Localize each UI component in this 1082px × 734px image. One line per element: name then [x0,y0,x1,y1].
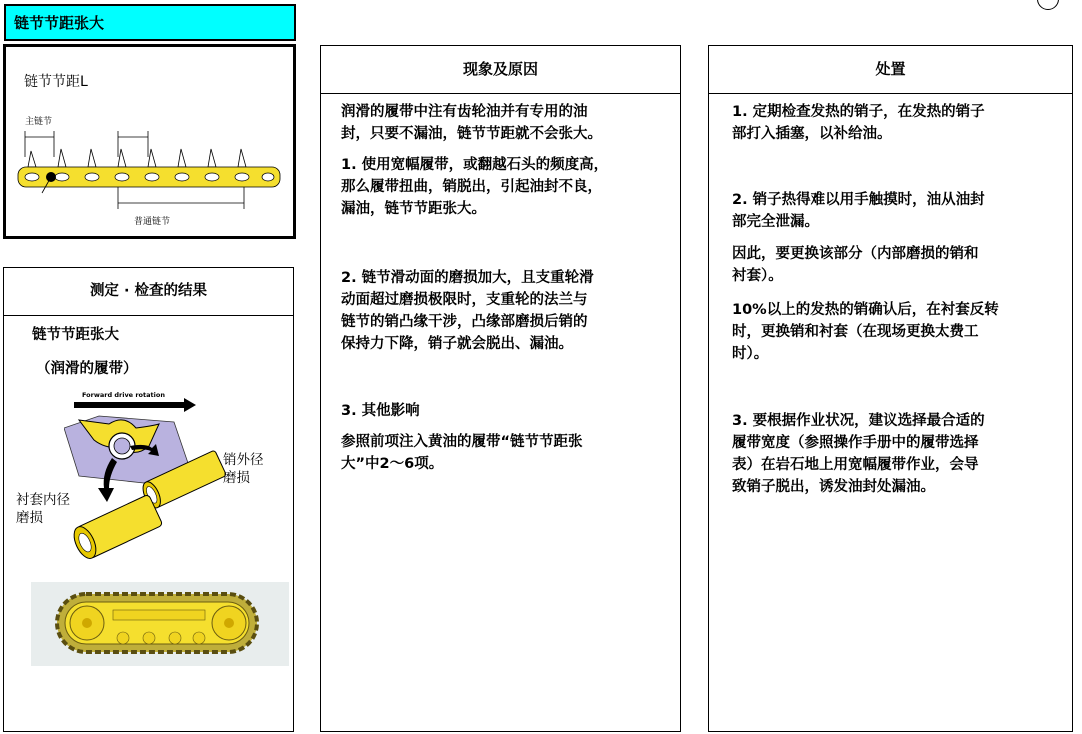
pitch-diagram-panel [3,44,296,239]
pin-od-wear-label: 销外径 磨损 [223,452,264,486]
treatment-paragraph: 1. 定期检查发热的销子，在发热的销子 部打入插塞，以补给油。 [732,104,985,142]
result-panel [3,267,294,732]
main-link-label: 主链节 [25,117,53,127]
bush-id-wear-label: 衬套内径 磨损 [16,492,70,526]
treatment-header: 处置 [709,46,1072,94]
phenomenon-paragraph: 参照前项注入黄油的履带“链节节距张 大”中2～6项。 [341,434,583,472]
phenomenon-panel [320,45,681,732]
treatment-paragraph: 10%以上的发热的销确认后，在衬套反转 时，更换销和衬套（在现场更换太费工 时）。 [732,302,999,362]
forward-drive-label: Forward drive rotation [82,391,165,399]
result-track-type: （润滑的履带） [36,361,138,377]
chain-pitch-diagram [6,109,293,229]
phenomenon-paragraph: 润滑的履带中注有齿轮油并有专用的油 封，只要不漏油，链节节距就不会张大。 [341,104,602,142]
page-corner-mark [1037,0,1059,10]
treatment-paragraph: 因此，要更换该部分（内部磨损的销和 衬套）。 [732,246,979,284]
phenomenon-paragraph: 3. 其他影响 [341,403,420,419]
treatment-panel [708,45,1073,732]
treatment-paragraph: 2. 销子热得难以用手触摸时，油从油封 部完全泄漏。 [732,192,985,230]
phenomenon-paragraph: 1. 使用宽幅履带，或翻越石头的频度高， 那么履带扭曲，销脱出，引起油封不良， 漏油，链节节距张大。 [341,157,609,217]
normal-link-label: 普通链节 [134,217,171,227]
phenomenon-header: 现象及原因 [321,46,680,94]
track-assembly-illustration [31,582,289,666]
result-symptom: 链节节距张大 [32,327,119,343]
result-header: 测定 · 检查的结果 [4,268,293,316]
page-title: 链节节距张大 [4,4,296,41]
pitch-label: 链节节距L [24,74,88,90]
phenomenon-paragraph: 2. 链节滑动面的磨损加大，且支重轮滑 动面超过磨损极限时，支重轮的法兰与 链节的销凸缘干涉，凸缘部磨损后销的 保持力下降，销子就会脱出、漏油。 [341,270,594,352]
treatment-paragraph: 3. 要根据作业状况，建议选择最合适的 履带宽度（参照操作手册中的履带选择 表）在岩石地上用宽幅履带作业，会导 致销子脱出，诱发油封处漏油。 [732,413,985,495]
